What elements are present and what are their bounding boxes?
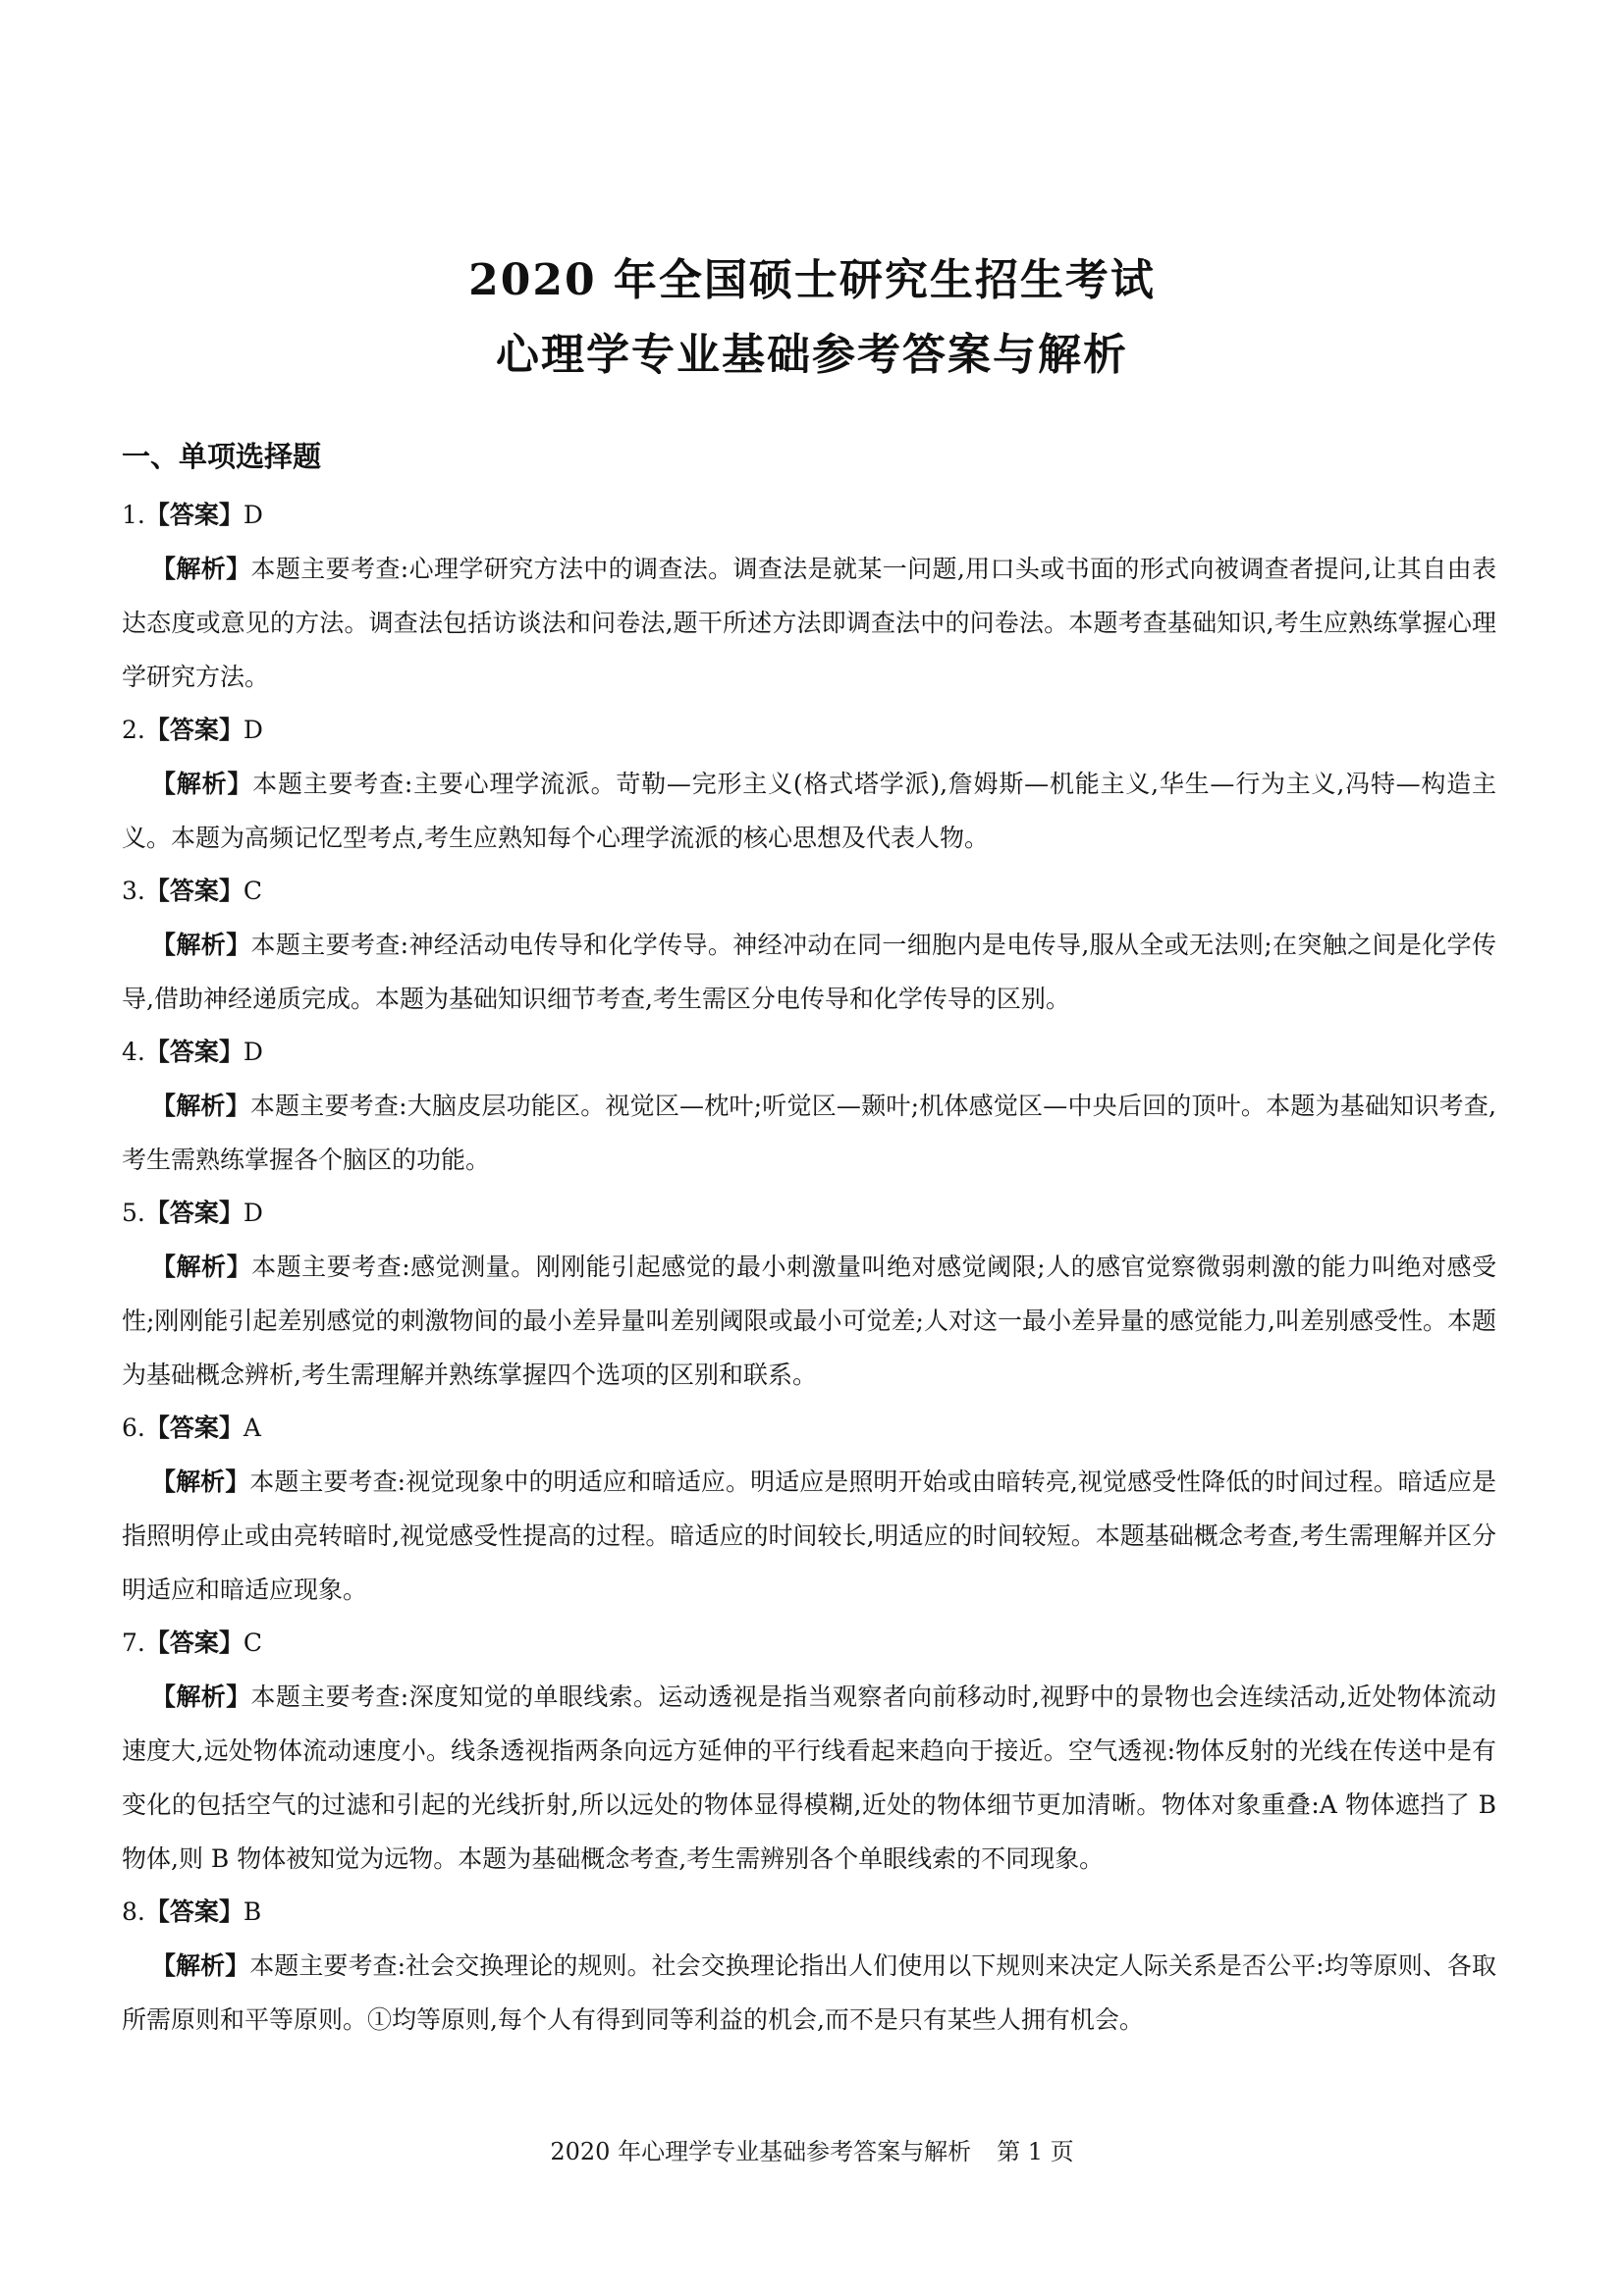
- explanation-label: 【解析】: [151, 1682, 251, 1711]
- answer-line: [122, 489, 1496, 542]
- explanation-label: 【解析】: [151, 770, 253, 798]
- question-item: [122, 704, 1496, 865]
- answer-label: 【答案】: [144, 877, 244, 905]
- explanation-text: 本题主要考查:感觉测量。刚刚能引起感觉的最小刺激量叫绝对感觉阈限;人的感官觉察微弱刺激的能力叫绝对感受性;刚刚能引起差别感觉的刺激物间的最小差异量叫差别阈限或最小可觉差;人对这一最小差异量的感觉能力,叫差别感受性。本题为基础概念辨析,考生需理解并熟练掌握四个选项的区别和联系。: [122, 1253, 1496, 1389]
- answer-label: 【答案】: [144, 1414, 244, 1442]
- page-number: 第 1 页: [997, 2138, 1074, 2165]
- question-number: 7.: [122, 1629, 145, 1657]
- question-number: 5.: [122, 1199, 145, 1227]
- answer-value: A: [243, 1414, 261, 1442]
- answer-line: [122, 865, 1496, 918]
- answer-label: 【答案】: [144, 501, 244, 529]
- explanation-text: 本题主要考查:主要心理学流派。苛勒—完形主义(格式塔学派),詹姆斯—机能主义,华生—行为主义,冯特—构造主义。本题为高频记忆型考点,考生应熟知每个心理学流派的核心思想及代表人物。: [122, 770, 1496, 852]
- question-item: [122, 489, 1496, 704]
- explanation-paragraph: [122, 757, 1496, 865]
- answer-value: D: [243, 501, 263, 529]
- explanation-text: 本题主要考查:大脑皮层功能区。视觉区—枕叶;听觉区—颞叶;机体感觉区—中央后回的顶叶。本题为基础知识考查,考生需熟练掌握各个脑区的功能。: [122, 1092, 1496, 1174]
- explanation-paragraph: [122, 1079, 1496, 1187]
- question-item: [122, 1026, 1496, 1187]
- answer-value: C: [243, 877, 263, 905]
- section-heading: 一、单项选择题: [122, 440, 322, 473]
- explanation-label: 【解析】: [151, 555, 251, 583]
- answer-label: 【答案】: [144, 1199, 244, 1227]
- explanation-text: 本题主要考查:深度知觉的单眼线索。运动透视是指当观察者向前移动时,视野中的景物也会连续活动,近处物体流动速度大,远处物体流动速度小。线条透视指两条向远方延伸的平行线看起来趋向于接近。空气透视:物体反射的光线在传送中是有变化的包括空气的过滤和引起的光线折射,所以远处的物体显得模糊,近处的物体细节更加清晰。物体对象重叠:A 物体遮挡了 B 物体,则 B 物体被知觉为远物。本题为基础概念考查,考生需辨别各个单眼线索的不同现象。: [122, 1682, 1496, 1873]
- explanation-paragraph: [122, 1670, 1496, 1886]
- answer-value: D: [243, 1199, 263, 1227]
- answer-label: 【答案】: [144, 1897, 244, 1926]
- explanation-paragraph: [122, 542, 1496, 704]
- question-number: 8.: [122, 1897, 145, 1926]
- answer-value: D: [243, 1038, 263, 1066]
- footer-title: 2020 年心理学专业基础参考答案与解析: [550, 2138, 972, 2165]
- question-list: [122, 489, 1496, 2047]
- page-subtitle: 心理学专业基础参考答案与解析: [496, 330, 1128, 380]
- question-number: 3.: [122, 877, 145, 905]
- explanation-label: 【解析】: [151, 931, 251, 959]
- explanation-text: 本题主要考查:社会交换理论的规则。社会交换理论指出人们使用以下规则来决定人际关系是否公平:均等原则、各取所需原则和平等原则。①均等原则,每个人有得到同等利益的机会,而不是只有某些人拥有机会。: [122, 1951, 1496, 2034]
- answer-label: 【答案】: [144, 1038, 244, 1066]
- answer-line: [122, 1886, 1496, 1939]
- answer-line: [122, 1187, 1496, 1240]
- explanation-label: 【解析】: [151, 1253, 252, 1281]
- question-number: 6.: [122, 1414, 145, 1442]
- question-number: 4.: [122, 1038, 145, 1066]
- answer-label: 【答案】: [144, 1629, 244, 1657]
- explanation-label: 【解析】: [151, 1951, 250, 1980]
- answer-value: B: [243, 1897, 262, 1926]
- explanation-label: 【解析】: [151, 1468, 250, 1496]
- answer-label: 【答案】: [144, 716, 244, 744]
- page-footer: [0, 2132, 1624, 2171]
- answer-value: C: [243, 1629, 263, 1657]
- title-block: [0, 243, 1624, 393]
- question-item: [122, 1187, 1496, 1402]
- explanation-label: 【解析】: [151, 1092, 250, 1120]
- explanation-paragraph: [122, 1455, 1496, 1617]
- answer-value: D: [243, 716, 263, 744]
- question-number: 1.: [122, 501, 145, 529]
- question-item: [122, 1886, 1496, 2047]
- question-item: [122, 1617, 1496, 1886]
- page-title: 2020 年全国硕士研究生招生考试: [468, 255, 1156, 305]
- explanation-text: 本题主要考查:视觉现象中的明适应和暗适应。明适应是照明开始或由暗转亮,视觉感受性降低的时间过程。暗适应是指照明停止或由亮转暗时,视觉感受性提高的过程。暗适应的时间较长,明适应的时间较短。本题基础概念考查,考生需理解并区分明适应和暗适应现象。: [122, 1468, 1496, 1604]
- main-content: [122, 432, 1496, 2047]
- question-item: [122, 1402, 1496, 1617]
- explanation-paragraph: [122, 918, 1496, 1026]
- explanation-text: 本题主要考查:神经活动电传导和化学传导。神经冲动在同一细胞内是电传导,服从全或无法则;在突触之间是化学传导,借助神经递质完成。本题为基础知识细节考查,考生需区分电传导和化学传导的区别。: [122, 931, 1496, 1013]
- answer-line: [122, 1617, 1496, 1670]
- question-item: [122, 865, 1496, 1026]
- explanation-paragraph: [122, 1240, 1496, 1402]
- answer-line: [122, 1402, 1496, 1455]
- explanation-paragraph: [122, 1939, 1496, 2047]
- explanation-text: 本题主要考查:心理学研究方法中的调查法。调查法是就某一问题,用口头或书面的形式向被调查者提问,让其自由表达态度或意见的方法。调查法包括访谈法和问卷法,题干所述方法即调查法中的问卷法。本题考查基础知识,考生应熟练掌握心理学研究方法。: [122, 555, 1496, 691]
- answer-line: [122, 704, 1496, 757]
- answer-line: [122, 1026, 1496, 1079]
- question-number: 2.: [122, 716, 145, 744]
